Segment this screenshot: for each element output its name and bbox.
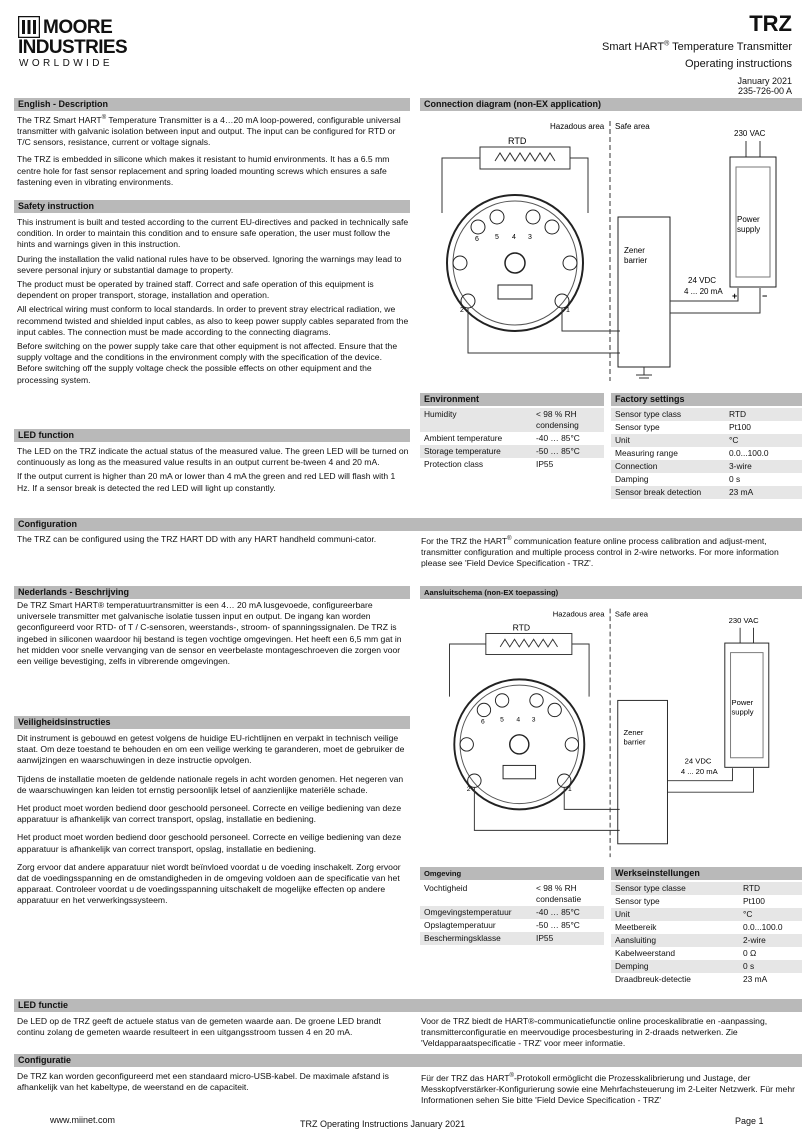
nl-zener-barrier-box (618, 700, 668, 843)
transmitter-ring (453, 201, 577, 325)
minus-terminal: − (762, 291, 768, 301)
en-desc-p1: The TRZ Smart HART® Temperature Transmitter is a 4…20 mA loop-powered, configurable universal transmitter with galvanic isolation between input and output. The input can be configured for RTD or T/C sensors, resistance, current or voltage signals. (17, 114, 401, 148)
en-factory-row: Measuring range 0.0...100.0 (615, 448, 769, 458)
en-factory-title: Factory settings (611, 393, 802, 406)
svg-text:24 VDC: 24 VDC (684, 756, 712, 766)
nl-safety-text (17, 733, 409, 910)
logo-line-2: INDUSTRIES (18, 37, 128, 58)
rtd-resistor-icon (495, 153, 555, 161)
en-env-row: Storage temperature -50 … 85°C (420, 445, 604, 458)
svg-text:4 ... 20 mA: 4 ... 20 mA (680, 767, 718, 777)
en-factory-row: Connection 3-wire (611, 460, 802, 473)
company-logo (18, 14, 148, 74)
en-desc-title: English - Description (14, 98, 410, 111)
en-desc-text (17, 113, 409, 191)
terminal-2: 2 (460, 307, 464, 314)
nl-diagram-title: Aansluitschema (non-EX toepassing) (420, 586, 802, 599)
en-config-left: The TRZ can be configured using the TRZ HART DD with any HART handheld communi-cator. (17, 534, 377, 544)
nl-connection-diagram (420, 601, 805, 861)
ma-label: 4 ... 20 mA (684, 287, 723, 296)
footer-page: Page 1 (735, 1116, 764, 1126)
nl-desc-title: Nederlands - Beschrijving (14, 586, 410, 599)
nl-factory-table (611, 882, 802, 986)
logo-line-3: WORLDWIDE (19, 58, 113, 69)
en-factory-row: Unit °C (611, 434, 802, 447)
nl-factory-row: Sensor type Pt100 (615, 896, 765, 906)
nl-led-left: De LED op de TRZ geeft de actuele status van de gemeten waarde aan. De groene LED brandt continu zolang de gemeten waarde resulteert in een uitgangsstroom tussen 4 en 20 mA. (17, 1016, 381, 1038)
logo-line-1: MOORE (43, 17, 113, 38)
rtd-label: RTD (508, 136, 527, 146)
nl-env-row: Vochtigheid < 98 % RH condensatie (424, 883, 582, 904)
footer-website[interactable]: www.miinet.com (50, 1115, 116, 1125)
terminal-4: 4 (512, 234, 516, 241)
safe-label: Safe area (615, 122, 650, 131)
en-safety-p5: Before switching on the power supply take care that other equipment is not affected. Ensure that the supply voltage and the conditions in the environment comply with the specification of the device. Before switching off the supply voltage check the possible effects on other equipment and the processing system. (17, 341, 398, 385)
vdc-label: 24 VDC (688, 276, 717, 285)
zener-label-2: barrier (624, 256, 648, 265)
en-safety-text (17, 217, 409, 389)
en-env-row: Humidity < 98 % RH condensing (420, 408, 604, 432)
vac-label: 230 VAC (734, 129, 766, 138)
nl-factory-row: Demping 0 s (611, 960, 802, 973)
nl-rtd-label: RTD (512, 622, 531, 633)
en-diagram-svg (420, 113, 805, 385)
nl-factory-row: Draadbreuk-detectie 23 mA (615, 974, 768, 984)
svg-text:6: 6 (481, 718, 485, 726)
svg-text:Zener: Zener (623, 727, 644, 737)
terminal-3: 3 (528, 234, 532, 241)
nl-led-title: LED functie (14, 999, 802, 1012)
rtd-sensor-box (480, 147, 570, 169)
en-led-text (17, 446, 409, 497)
en-safety-p2: During the installation the valid national rules have to be observed. Ignoring the warnings may lead to severe personal injury or substantial damage to property. (17, 253, 402, 275)
en-safety-p3: The product must be operated by trained staff. Correct and safe operation of this equipment is dependent on proper transport, storage, installation and operation. (17, 279, 374, 301)
terminal-6: 6 (475, 236, 479, 243)
nl-desc-text: De TRZ Smart HART® temperatuurtransmitter is een 4… 20 mA lusgevoede, configureerbare universele transmitter met galvanische isolatie tussen input en output. De ingang kan worden geconfigureerd voor RTD- of T / C-sensoren, weerstands-, stroom- of spanningssignalen. De TRZ is ingebed in siliconen waardoor hij bestand is tegen vochtige omgevingen. Het heeft een 6,5 mm gat in het midden voor snelle vervanging van de sensor en veerbelaste montageschroeven die zorgen voor een veilige bevestiging, zelfs in vibrerende omgevingen. (17, 600, 402, 667)
subtitle-main: Smart HART (602, 41, 665, 53)
en-connection-diagram (420, 113, 805, 385)
en-env-title: Environment (420, 393, 604, 406)
nl-env-row: Omgevingstemperatuur -40 … 85°C (420, 906, 604, 919)
nl-safety-p3: Het product moet worden bediend door geschoold personeel. Correcte en veilige bediening van deze apparatuur is afhankelijk van correct transport, opslag, installatie en bediening. (17, 803, 402, 825)
en-env-row: Protection class IP55 (424, 459, 554, 469)
en-desc-p2: The TRZ is embedded in silicone which makes it resistant to humid environments. It has a 6.5 mm centre hole for fast sensor replacement and spring loaded mounting screws which ensures a safe fastening even in vibrating environments. (17, 154, 390, 187)
loop-wire-plus (562, 308, 620, 331)
svg-text:barrier: barrier (623, 737, 646, 747)
hazardous-label: Hazadous area (550, 122, 605, 131)
en-factory-table (611, 408, 802, 499)
plus-terminal: + (732, 291, 738, 301)
center-hole (505, 253, 525, 273)
nl-factory-row: Kabelweerstand 0 Ω (615, 948, 757, 958)
doc-type: Operating instructions (685, 58, 792, 70)
power-label-2: supply (737, 225, 761, 234)
nl-config-right: Für der TRZ das HART®-Protokoll ermöglicht die Prozesskalibrierung und Justage, der Messkopfverstärker-Konfigurierung sowie eine Mehrfachsteuerung im 2-Leiter Netzwerk. Für mehr Informationen sehen Sie bitte 'Field Device Specification - TRZ' (421, 1072, 795, 1106)
nl-led-right: Voor de TRZ biedt de HART®-communicatiefunctie online proceskalibratie en -aanpassing, transmitterconfiguratie en meervoudige procesbesturing in 2-draads netwerken. Zie 'Veldapparaatspecificatie - TRZ' voor meer informatie. (421, 1016, 768, 1049)
nl-safety-p1: Dit instrument is gebouwd en getest volgens de huidige EU-richtlijnen en verpakt in technisch veilige staat. Om deze toestand te behouden en om een veilige werking te garanderen, moet de gebruiker de aanwijzingen en waarschuwingen in deze instructie opvolgen. (17, 733, 405, 766)
logo-mark-icon (18, 16, 40, 38)
en-led-p2: If the output current is higher than 20 mA or lower than 4 mA the green and red LED will flash with 1 Hz. If a sensor break is detected the red LED will light up constantly. (17, 471, 396, 493)
en-safety-p4: All electrical wiring must conform to local standards. In order to prevent stray electrical radiation, we recommend twisted and shielded input cables, as also to keep power supply cables separated from the input cables. The connection must be made according to the connecting diagrams. (17, 304, 409, 337)
nl-safe-label: Safe area (614, 609, 648, 619)
svg-text:3: 3 (531, 716, 536, 724)
nl-config-left: De TRZ kan worden geconfigureerd met een standaard micro-USB-kabel. De maximale afstand is afhankelijk van het kabeltype, de weerstand en de capaciteit. (17, 1071, 389, 1093)
svg-text:Power: Power (731, 698, 754, 708)
en-led-p1: The LED on the TRZ indicate the actual status of the measured value. The green LED will be turned on continuously as long as the measured value results in an output current be-tween 4 and 20 mA. (17, 446, 409, 468)
terminal-5: 5 (495, 234, 499, 241)
svg-text:1: 1 (568, 786, 572, 794)
en-factory-row: Sensor type class RTD (611, 408, 802, 421)
svg-text:5: 5 (500, 716, 504, 724)
en-led-title: LED function (14, 429, 410, 442)
nl-factory-row: Meetbereik 0.0...100.0 (615, 922, 783, 932)
nl-factory-row: Sensor type classe RTD (611, 882, 802, 895)
svg-text:2: 2 (466, 786, 471, 794)
nl-safety-p4: Het product moet worden bediend door geschoold personeel. Correcte en veilige bediening van deze apparatuur is afhankelijk van correct transport, opslag, installatie en bediening. (17, 832, 402, 854)
en-config-right: For the TRZ the HART® communication feature online process calibration and adjust-ment, transmitter configuration and multiple process control in 2-wire networks. For more information please see 'Field Device Specification - TRZ'. (421, 535, 779, 569)
nl-factory-row: Unit °C (611, 908, 802, 921)
footer-center: TRZ Operating Instructions January 2021 (300, 1119, 466, 1129)
zener-label-1: Zener (624, 246, 645, 255)
nl-factory-title: Werkseinstellungen (611, 867, 802, 880)
nl-factory-row: Aansluiting 2-wire (611, 934, 802, 947)
en-env-table (420, 408, 604, 471)
nl-safety-p2: Tijdens de installatie moeten de geldende nationale regels in acht worden genomen. Het negeren van de waarschuwingen kan leiden tot ernstig persoonlijk letsel of aanzienlijke materiële schade. (17, 773, 404, 795)
rtd-wire-left (442, 158, 480, 213)
svg-text:4: 4 (516, 716, 521, 724)
en-diagram-title: Connection diagram (non-EX application) (420, 98, 802, 111)
subtitle-reg: ® (664, 40, 670, 48)
nl-safety-p5: Zorg ervoor dat andere apparatuur niet wordt beïnvloed voordat u de voeding inschakelt. Zorg ervoor dat de voedingsspanning en de omstandigheden in de omgeving voldoen aan de specificatie van het apparaat. Controleer voordat u de voedingsspanning uitschakelt de mogelijke effecten op andere apparatuur en het verwerkingssysteem. (17, 861, 401, 906)
en-env-row: Ambient temperature -40 … 85°C (424, 433, 580, 443)
product-subtitle (602, 40, 792, 54)
terminal-1: 1 (566, 307, 570, 314)
en-config-title: Configuration (14, 518, 802, 531)
rtd-wire-right (570, 158, 588, 213)
doc-date: January 2021 (737, 76, 792, 86)
en-factory-row: Damping 0 s (615, 474, 741, 484)
nl-env-row: Opslagtemperatuur -50 … 85°C (424, 920, 580, 930)
power-label-1: Power (737, 215, 760, 224)
nl-rtd-resistor-icon (500, 639, 557, 647)
zener-barrier-box (618, 217, 670, 367)
en-safety-p1: This instrument is built and tested according to the current EU-directives and packed in technically safe condition. In order to maintain this condition and to ensure safe operation, the user must follow the hints and warnings given in this instruction. (17, 217, 409, 250)
svg-text:230 VAC: 230 VAC (728, 615, 759, 625)
en-safety-title: Safety instruction (14, 200, 410, 213)
nl-env-row: Beschermingsklasse IP55 (420, 932, 604, 945)
en-factory-row: Sensor break detection 23 mA (611, 486, 802, 499)
nl-safety-title: Veiligheidsinstructies (14, 716, 410, 729)
nl-hazardous-label: Hazadous area (552, 609, 605, 619)
nl-env-table (420, 882, 604, 945)
nl-env-title: Omgeving (420, 867, 604, 880)
nl-diagram-svg (420, 601, 805, 861)
doc-number: 235-726-00 A (737, 86, 792, 96)
subtitle-rest: Temperature Transmitter (669, 41, 792, 53)
display-window (498, 285, 532, 299)
svg-text:supply: supply (731, 707, 754, 717)
en-factory-row: Sensor type Pt100 (615, 422, 751, 432)
nl-config-title: Configuratie (14, 1054, 802, 1067)
product-title: TRZ (749, 11, 792, 36)
